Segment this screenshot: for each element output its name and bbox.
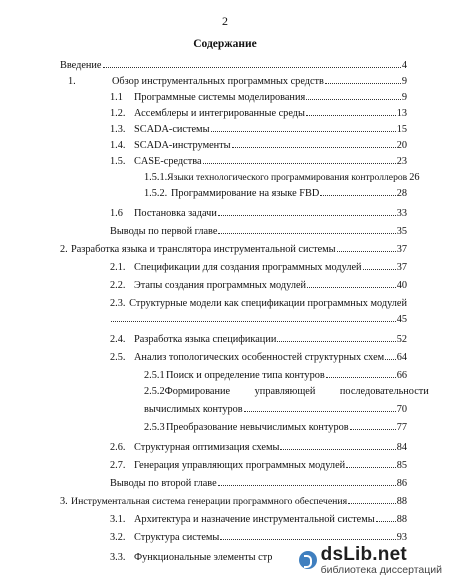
toc-entry-text: SCADA-системы <box>134 124 210 135</box>
toc-entry-text: Инструментальная система генерации программного обеспечения <box>71 496 348 507</box>
toc-page-number: 85 <box>396 460 407 471</box>
toc-entry-number: 3.1. <box>110 514 126 525</box>
toc-entry-text: Формирование управляющей последовательности <box>164 386 429 397</box>
toc-leader-dots <box>385 351 396 360</box>
toc-entry <box>110 206 407 222</box>
toc-entry <box>60 74 407 90</box>
toc-entry <box>110 332 407 348</box>
toc-entry-number: 2.7. <box>110 460 126 471</box>
toc-entry-number: 1.1 <box>110 92 123 103</box>
toc-page-number: 26 <box>409 172 420 183</box>
toc-leader-dots <box>203 155 396 164</box>
toc-entry-number: 2.5.2 <box>144 386 165 397</box>
toc-entry <box>110 154 407 170</box>
toc-entry <box>144 384 429 400</box>
toc-entry <box>110 476 407 492</box>
toc-entry <box>110 550 310 566</box>
toc-entry-text: Программные системы моделирования <box>134 92 306 103</box>
dslib-logo-icon <box>299 551 317 569</box>
page-title: Содержание <box>193 38 257 50</box>
toc-entry-text: вычислимых контуров <box>144 404 243 415</box>
toc-entry-text: Языки технологического программирования контроллеров <box>167 172 408 183</box>
toc-page-number: 15 <box>396 124 407 135</box>
toc-page-number: 35 <box>396 226 407 237</box>
toc-entry <box>110 260 407 276</box>
toc-entry-text: Программирование на языке FBD <box>171 188 320 199</box>
toc-entry-number: 1.4. <box>110 140 126 151</box>
toc-entry <box>110 296 407 312</box>
toc-leader-dots <box>218 477 396 486</box>
toc-entry-text: Структура системы <box>134 532 220 543</box>
toc-page-number: 23 <box>396 156 407 167</box>
toc-entry-text: Обзор инструментальных программных средств <box>112 76 324 87</box>
toc-page-number: 84 <box>396 442 407 453</box>
toc-leader-dots <box>376 513 396 522</box>
toc-entry-number: 1.2. <box>110 108 126 119</box>
toc-entry-text: Преобразование невычислимых контуров <box>166 422 349 433</box>
toc-leader-dots <box>244 403 396 412</box>
toc-page-number: 66 <box>396 370 407 381</box>
toc-entry-text: Выводы по второй главе <box>110 478 217 489</box>
toc-entry-number: 3.2. <box>110 532 126 543</box>
toc-entry <box>110 224 407 240</box>
page-number: 2 <box>222 14 228 28</box>
toc-entry-number: 1.5. <box>110 156 126 167</box>
toc-page-number: 88 <box>396 496 407 507</box>
toc-entry-number: 2.4. <box>110 334 126 345</box>
toc-leader-dots <box>220 531 395 540</box>
toc-entry-text: Поиск и определение типа контуров <box>166 370 325 381</box>
toc-entry-text: SCADA-инструменты <box>134 140 231 151</box>
toc-entry-text: Структурная оптимизация схемы <box>134 442 280 453</box>
toc-leader-dots <box>326 369 396 378</box>
toc-entry-text: Разработка языка и транслятора инструментальной системы <box>71 244 336 255</box>
toc-entry-text: Разработка языка спецификации <box>134 334 277 345</box>
toc-entry <box>144 186 407 202</box>
toc-entry-number: 1.5.2. <box>144 188 168 199</box>
toc-entry-number: 3.3. <box>110 552 126 563</box>
toc-entry <box>110 350 407 366</box>
toc-entry-text: Этапы создания программных модулей <box>134 280 307 291</box>
toc-leader-dots <box>306 91 401 100</box>
toc-entry-text: Функциональные элементы стр <box>134 552 273 563</box>
toc-entry-number: 2.5.1 <box>144 370 165 381</box>
toc-entry-text: Архитектура и назначение инструментальной системы <box>134 514 375 525</box>
toc-leader-dots <box>277 333 395 342</box>
toc-entry-number: 1. <box>68 76 76 87</box>
toc-page-number: 64 <box>396 352 407 363</box>
toc-leader-dots <box>211 123 396 132</box>
toc-entry-text: Постановка задачи <box>134 208 217 219</box>
toc-page-number: 93 <box>396 532 407 543</box>
toc-page-number: 70 <box>396 404 407 415</box>
toc-entry-continuation <box>110 312 407 328</box>
toc-entry-continuation <box>144 402 407 418</box>
toc-leader-dots <box>218 225 395 234</box>
toc-entry-text: Анализ топологических особенностей структурных схем <box>134 352 385 363</box>
toc-entry <box>110 458 407 474</box>
toc-leader-dots <box>218 207 396 216</box>
toc-leader-dots <box>350 421 396 430</box>
toc-page-number: 4 <box>401 60 407 71</box>
toc-entry <box>144 368 407 384</box>
toc-leader-dots <box>280 441 395 450</box>
toc-page-number: 45 <box>396 314 407 325</box>
toc-entry-number: 2.5.3 <box>144 422 165 433</box>
toc-leader-dots <box>232 139 396 148</box>
toc-entry-text: Генерация управляющих программных модулей <box>134 460 346 471</box>
toc-entry-number: 2.6. <box>110 442 126 453</box>
toc-page-number: 52 <box>396 334 407 345</box>
toc-entry-text: Ассемблеры и интегрированные среды <box>134 108 305 119</box>
toc-entry-text: Введение <box>60 60 102 71</box>
watermark <box>299 545 442 576</box>
toc-entry-number: 2.5. <box>110 352 126 363</box>
toc-entry <box>60 58 407 74</box>
toc-entry <box>110 512 407 528</box>
toc-leader-dots <box>306 107 396 116</box>
toc-page-number: 20 <box>396 140 407 151</box>
toc-entry-text: Структурные модели как спецификации программных модулей <box>129 298 407 309</box>
toc-entry-number: 1.5.1. <box>144 172 168 183</box>
toc-entry-number: 2.3. <box>110 298 126 309</box>
toc-entry <box>60 494 407 510</box>
toc-entry <box>144 170 420 186</box>
toc-page-number: 37 <box>396 244 407 255</box>
toc-leader-dots <box>307 279 396 288</box>
toc-entry <box>110 106 407 122</box>
toc-entry <box>110 90 407 106</box>
toc-entry-number: 1.3. <box>110 124 126 135</box>
toc-leader-dots <box>348 495 396 504</box>
toc-page-number: 9 <box>401 92 407 103</box>
toc-leader-dots <box>363 261 396 270</box>
toc-entry <box>60 242 407 258</box>
toc-entry-number: 2.1. <box>110 262 126 273</box>
toc-leader-dots <box>111 313 396 322</box>
toc-entry <box>110 138 407 154</box>
toc-entry-number: 1.6 <box>110 208 123 219</box>
toc-page-number: 33 <box>396 208 407 219</box>
toc-page-number: 77 <box>396 422 407 433</box>
toc-page-number: 9 <box>401 76 407 87</box>
toc-page-number: 13 <box>396 108 407 119</box>
toc-entry-text: CASE-средства <box>134 156 202 167</box>
watermark-name: dsLib.net <box>320 543 407 565</box>
toc-entry-number: 2. <box>60 244 68 255</box>
toc-page-number: 40 <box>396 280 407 291</box>
toc-entry-text: Спецификации для создания программных модулей <box>134 262 362 273</box>
toc-entry-text: Выводы по первой главе <box>110 226 218 237</box>
toc-page-number: 86 <box>396 478 407 489</box>
toc-entry-number: 3. <box>60 496 68 507</box>
toc-page-number: 37 <box>396 262 407 273</box>
toc-leader-dots <box>325 75 401 84</box>
toc-leader-dots <box>103 59 401 68</box>
toc-entry <box>144 420 407 436</box>
toc-leader-dots <box>337 243 396 252</box>
toc-page-number: 28 <box>396 188 407 199</box>
toc-entry <box>110 122 407 138</box>
toc-entry <box>110 278 407 294</box>
toc-entry <box>110 440 407 456</box>
toc-entry-number: 2.2. <box>110 280 126 291</box>
toc-page-number: 88 <box>396 514 407 525</box>
watermark-subtitle: библиотека диссертаций <box>320 563 442 576</box>
toc-leader-dots <box>346 459 396 468</box>
toc-leader-dots <box>320 187 395 196</box>
